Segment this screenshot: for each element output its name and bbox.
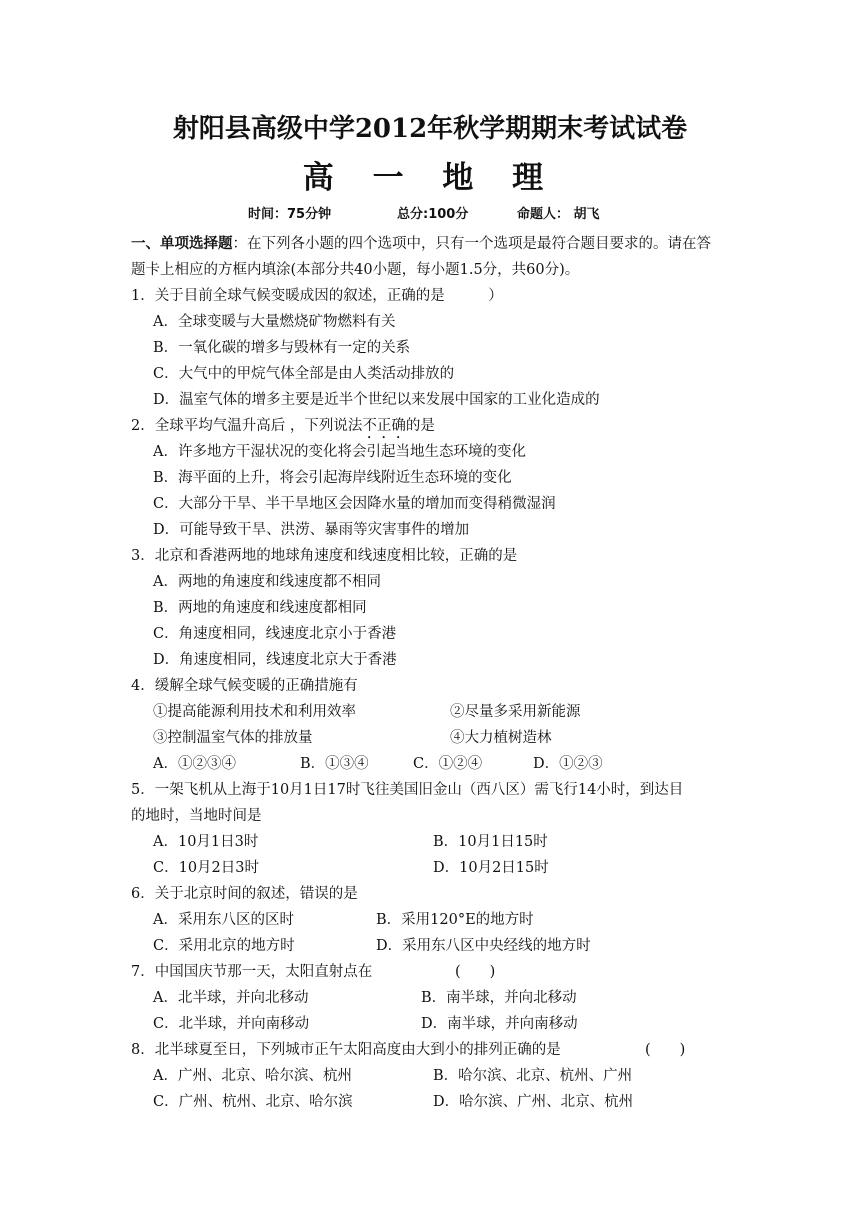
question-7-option-a: A．北半球，并向北移动	[153, 990, 309, 1006]
question-6-option-b: B．采用120°E的地方时	[376, 912, 534, 928]
question-7-option-d: D．南半球，并向南移动	[421, 1016, 578, 1032]
question-3-stem: 3．北京和香港两地的地球角速度和线速度相比较，正确的是	[131, 548, 518, 564]
section-instruction-line-1	[131, 234, 711, 254]
question-3-option-b: B．两地的角速度和线速度都相同	[153, 600, 367, 616]
question-4-option-c: C．①②④	[413, 756, 483, 772]
question-2-option-b: B．海平面的上升，将会引起海岸线附近生态环境的变化	[153, 470, 512, 486]
question-2-option-a: A．许多地方干湿状况的变化将会引起当地生态环境的变化	[153, 444, 526, 460]
question-1-option-d: D．温室气体的增多主要是近半个世纪以来发展中国家的工业化造成的	[153, 392, 600, 408]
question-4-option-a: A．①②③④	[153, 756, 236, 772]
question-1-stem: 1．关于目前全球气候变暖成因的叙述，正确的是 ）	[131, 288, 503, 304]
question-4-item-2: ②尽量多采用新能源	[450, 704, 581, 720]
question-4-option-d: D．①②③	[533, 756, 603, 772]
question-5-option-b: B．10月1日15时	[433, 834, 548, 850]
question-5-stem-line-1: 5．一架飞机从上海于10月1日17时飞往美国旧金山（西八区）需飞行14小时，到达目	[131, 782, 684, 798]
question-7-option-b: B．南半球，并向北移动	[421, 990, 577, 1006]
section-heading: 一、单项选择题	[131, 236, 233, 252]
question-1-option-c: C．大气中的甲烷气体全部是由人类活动排放的	[153, 366, 455, 382]
question-4-stem: 4．缓解全球气候变暖的正确措施有	[131, 678, 358, 694]
question-7-option-c: C．北半球，并向南移动	[153, 1016, 310, 1032]
question-7-stem: 7．中国国庆节那一天，太阳直射点在	[131, 964, 373, 980]
question-8-option-d: D．哈尔滨、广州、北京、杭州	[433, 1094, 634, 1110]
question-1-option-a: A．全球变暖与大量燃烧矿物燃料有关	[153, 314, 396, 330]
question-4-item-4: ④大力植树造林	[450, 730, 552, 746]
question-5-stem-line-2: 的地时，当地时间是	[131, 808, 262, 824]
question-2-stem-pre: 2．全球平均气温升高后 ，下列说法	[131, 418, 363, 434]
exam-total: 总分:100分	[397, 207, 469, 222]
exam-author: 命题人： 胡飞	[517, 207, 600, 222]
exam-title: 射阳县高级中学2012年秋学期期末考试试卷	[172, 114, 688, 144]
question-7-answer-paren: ( )	[455, 964, 496, 980]
question-8-answer-paren: ( )	[645, 1042, 686, 1058]
question-2-stem-post: 的是	[405, 418, 435, 434]
question-3-option-d: D．角速度相同，线速度北京大于香港	[153, 652, 397, 668]
question-2-option-d: D．可能导致干旱、洪涝、暴雨等灾害事件的增加	[153, 522, 470, 538]
question-4-option-b: B．①③④	[300, 756, 369, 772]
question-6-option-a: A．采用东八区的区时	[153, 912, 294, 928]
section-instruction-line-2: 题卡上相应的方框内填涂(本部分共40小题，每小题1.5分，共60分)。	[131, 262, 580, 278]
question-6-option-c: C．采用北京的地方时	[153, 938, 295, 954]
question-2-emphasis: 不正确	[362, 418, 406, 434]
exam-time: 时间：75分钟	[248, 207, 332, 222]
question-5-option-c: C．10月2日3时	[153, 860, 259, 876]
question-1-option-b: B．一氧化碳的增多与毁林有一定的关系	[153, 340, 411, 356]
question-2-option-c: C．大部分干旱、半干旱地区会因降水量的增加而变得稍微湿润	[153, 496, 556, 512]
question-8-stem: 8．北半球夏至日，下列城市正午太阳高度由大到小的排列正确的是	[131, 1042, 561, 1058]
question-6-option-d: D．采用东八区中央经线的地方时	[376, 938, 591, 954]
question-8-option-c: C．广州、杭州、北京、哈尔滨	[153, 1094, 353, 1110]
section-instruction: ：在下列各小题的四个选项中，只有一个选项是最符合题目要求的。请在答	[232, 236, 711, 252]
question-4-item-1: ①提高能源利用技术和利用效率	[153, 704, 356, 720]
question-4-item-3: ③控制温室气体的排放量	[153, 730, 313, 746]
question-5-option-a: A．10月1日3时	[153, 834, 259, 850]
question-3-option-a: A．两地的角速度和线速度都不相同	[153, 574, 381, 590]
question-3-option-c: C．角速度相同，线速度北京小于香港	[153, 626, 397, 642]
question-2-stem	[131, 416, 435, 442]
question-8-option-a: A．广州、北京、哈尔滨、杭州	[153, 1068, 352, 1084]
subject-title: 高 一 地 理	[302, 160, 558, 196]
question-6-stem: 6．关于北京时间的叙述，错误的是	[131, 886, 358, 902]
question-8-option-b: B．哈尔滨、北京、杭州、广州	[433, 1068, 633, 1084]
question-5-option-d: D．10月2日15时	[433, 860, 549, 876]
